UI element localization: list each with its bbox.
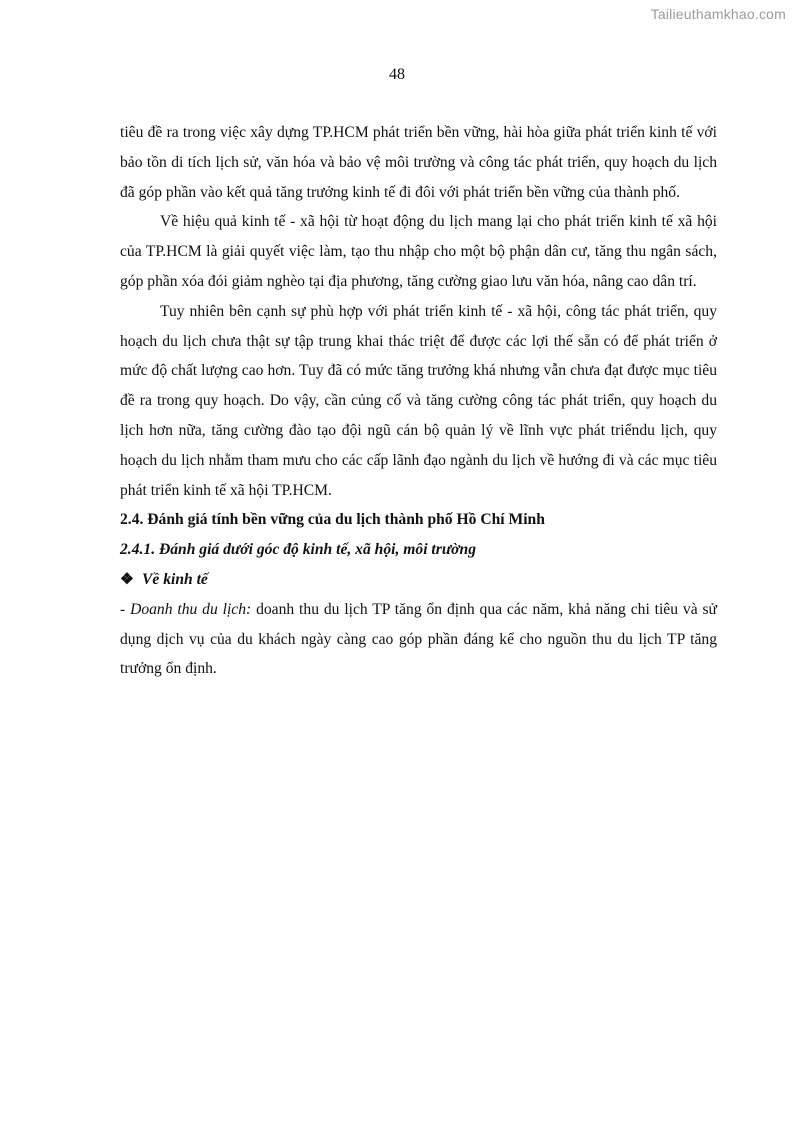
bullet-heading-label: Về kinh tế	[142, 570, 208, 588]
list-item-text: doanh thu du lịch TP tăng ổn định qua các năm, khả năng chi tiêu và sử dụng dịch vụ của du khách ngày càng cao góp phần đáng kể cho nguồn thu du lịch TP tăng trưởng ổn định.	[120, 600, 717, 678]
paragraph-however: Tuy nhiên bên cạnh sự phù hợp với phát triển kinh tế - xã hội, công tác phát triển, quy hoạch du lịch chưa thật sự tập trung khai thác triệt để được các lợi thế sẵn có để phát triển ở mức độ chất lượng cao hơn. Tuy đã có mức tăng trưởng khá nhưng vẫn chưa đạt được mục tiêu đề ra trong quy hoạch. Do vậy, cần củng cố và tăng cường công tác phát triển, quy hoạch du lịch hơn nữa, tăng cường đào tạo đội ngũ cán bộ quản lý về lĩnh vực phát triểndu lịch, quy hoạch du lịch nhằm tham mưu cho các cấp lãnh đạo ngành du lịch về hướng đi và các mục tiêu phát triển kinh tế xã hội TP.HCM.	[120, 302, 717, 499]
dash-marker: -	[120, 600, 131, 618]
list-item-lead: Doanh thu du lịch:	[130, 600, 252, 618]
section-heading-2-4-1: 2.4.1. Đánh giá dưới góc độ kinh tế, xã hội, môi trường	[120, 541, 477, 559]
paragraph-continuation: tiêu đề ra trong việc xây dựng TP.HCM phát triển bền vững, hài hòa giữa phát triển kinh tế với bảo tồn di tích lịch sử, văn hóa và bảo vệ môi trường và công tác phát triển, quy hoạch du lịch đã góp phần vào kết quả tăng trưởng kinh tế đi đôi với phát triển bền vững của thành phố.	[120, 124, 717, 201]
watermark: Tailieuthamkhao.com	[650, 6, 786, 22]
paragraph-economic-efficiency: Về hiệu quả kinh tế - xã hội từ hoạt động du lịch mang lại cho phát triển kinh tế xã hội của TP.HCM là giải quyết việc làm, tạo thu nhập cho một bộ phận dân cư, tăng thu ngân sách, góp phần xóa đói giảm nghèo tại địa phương, tăng cường giao lưu văn hóa, nâng cao dân trí.	[120, 213, 717, 290]
section-heading-2-4: 2.4. Đánh giá tính bền vững của du lịch thành phố Hồ Chí Minh	[120, 511, 545, 529]
list-item-revenue	[120, 595, 717, 684]
page-number: 48	[389, 66, 405, 83]
document-body	[120, 118, 717, 684]
diamond-bullet-icon: ❖	[120, 570, 134, 588]
bullet-heading-economy	[120, 565, 717, 595]
